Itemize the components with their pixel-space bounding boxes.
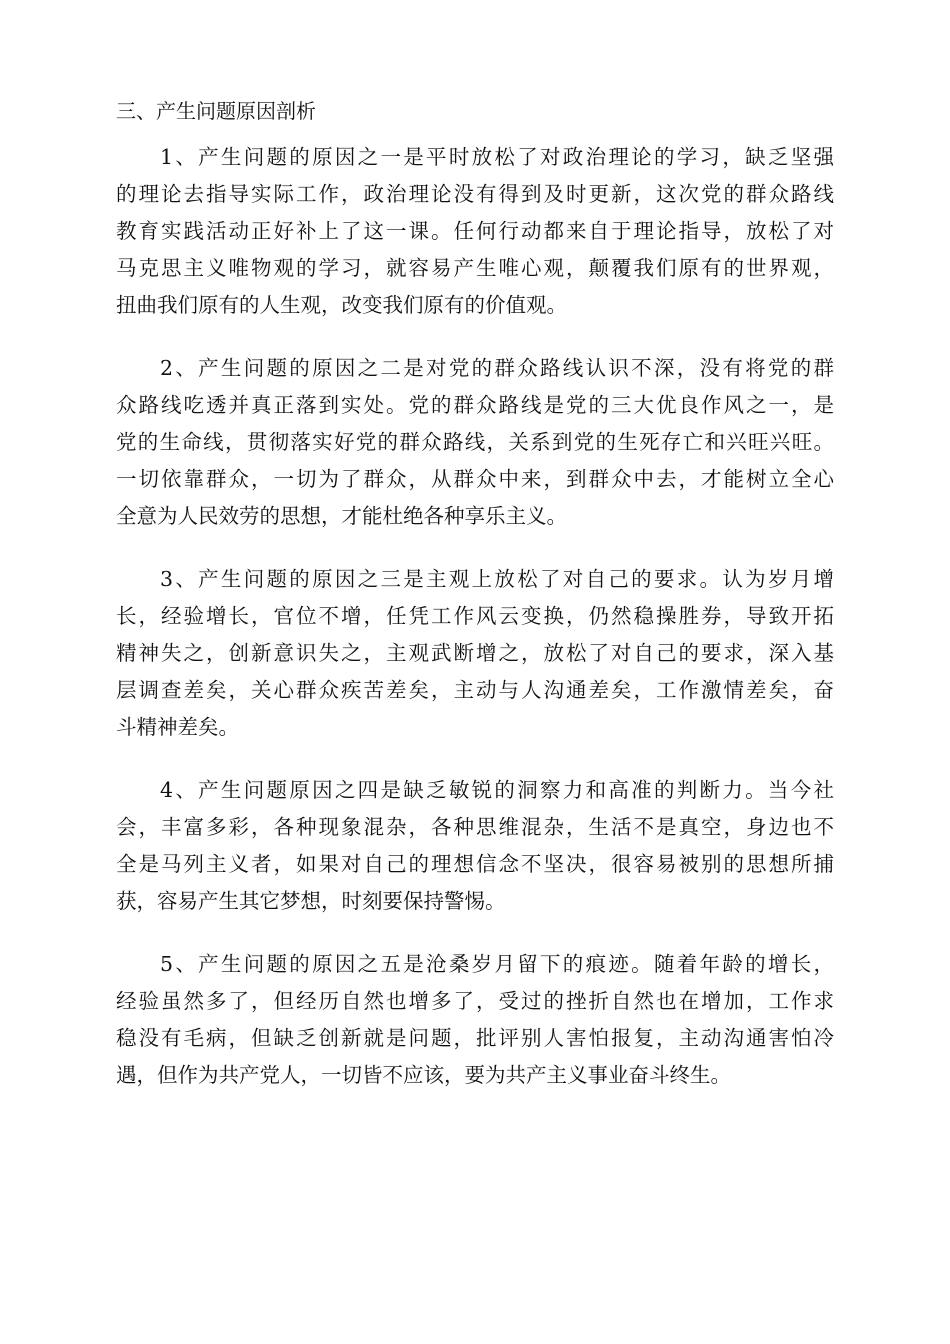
paragraph-line: 马克思主义唯物观的学习，就容易产生唯心观，颠覆我们原有的世界观， — [116, 256, 834, 280]
paragraph-line: 一切依靠群众，一切为了群众，从群众中来，到群众中去，才能树立全心 — [116, 467, 834, 491]
paragraph-line: 4、产生问题原因之四是缺乏敏锐的洞察力和高准的判断力。当今社 — [160, 778, 834, 802]
paragraph-line: 精神失之，创新意识失之，主观武断增之，放松了对自己的要求，深入基 — [116, 641, 834, 665]
paragraph-line: 全意为人民效劳的思想，才能杜绝各种享乐主义。 — [116, 504, 567, 528]
paragraph-line: 众路线吃透并真正落到实处。党的群众路线是党的三大优良作风之一，是 — [116, 393, 834, 417]
paragraph-line: 5、产生问题的原因之五是沧桑岁月留下的痕迹。随着年龄的增长， — [160, 952, 834, 976]
paragraph-line: 长，经验增长，官位不增，任凭工作风云变换，仍然稳操胜券，导致开拓 — [116, 604, 834, 628]
section-heading: 三、产生问题原因剖析 — [116, 99, 316, 123]
paragraph-line: 全是马列主义者，如果对自己的理想信念不坚决，很容易被别的思想所捕 — [116, 852, 834, 876]
paragraph-1 — [116, 139, 834, 324]
paragraph-3 — [116, 561, 834, 746]
paragraph-line: 稳没有毛病，但缺乏创新就是问题，批评别人害怕报复，主动沟通害怕冷 — [116, 1026, 834, 1050]
paragraph-line: 教育实践活动正好补上了这一课。任何行动都来自于理论指导，放松了对 — [116, 219, 834, 243]
paragraph-4 — [116, 772, 834, 920]
paragraph-line: 扭曲我们原有的人生观，改变我们原有的价值观。 — [116, 293, 567, 317]
paragraph-line: 经验虽然多了，但经历自然也增多了，受过的挫折自然也在增加，工作求 — [116, 989, 834, 1013]
paragraph-line: 斗精神差矣。 — [116, 715, 239, 739]
paragraph-5 — [116, 946, 834, 1094]
document-body — [116, 93, 834, 1120]
paragraph-line: 遇，但作为共产党人，一切皆不应该，要为共产主义事业奋斗终生。 — [116, 1063, 731, 1087]
paragraph-line: 的理论去指导实际工作，政治理论没有得到及时更新，这次党的群众路线 — [116, 182, 834, 206]
paragraph-line: 党的生命线，贯彻落实好党的群众路线，关系到党的生死存亡和兴旺兴旺。 — [116, 430, 834, 454]
paragraph-line: 1、产生问题的原因之一是平时放松了对政治理论的学习，缺乏坚强 — [160, 145, 834, 169]
paragraph-line: 会，丰富多彩，各种现象混杂，各种思维混杂，生活不是真空，身边也不 — [116, 815, 834, 839]
paragraph-line: 获，容易产生其它梦想，时刻要保持警惕。 — [116, 889, 506, 913]
paragraph-line: 2、产生问题的原因之二是对党的群众路线认识不深，没有将党的群 — [160, 356, 834, 380]
paragraph-line: 3、产生问题的原因之三是主观上放松了对自己的要求。认为岁月增 — [160, 567, 834, 591]
paragraph-2 — [116, 350, 834, 535]
paragraph-line: 层调查差矣，关心群众疾苦差矣，主动与人沟通差矣，工作激情差矣，奋 — [116, 678, 834, 702]
